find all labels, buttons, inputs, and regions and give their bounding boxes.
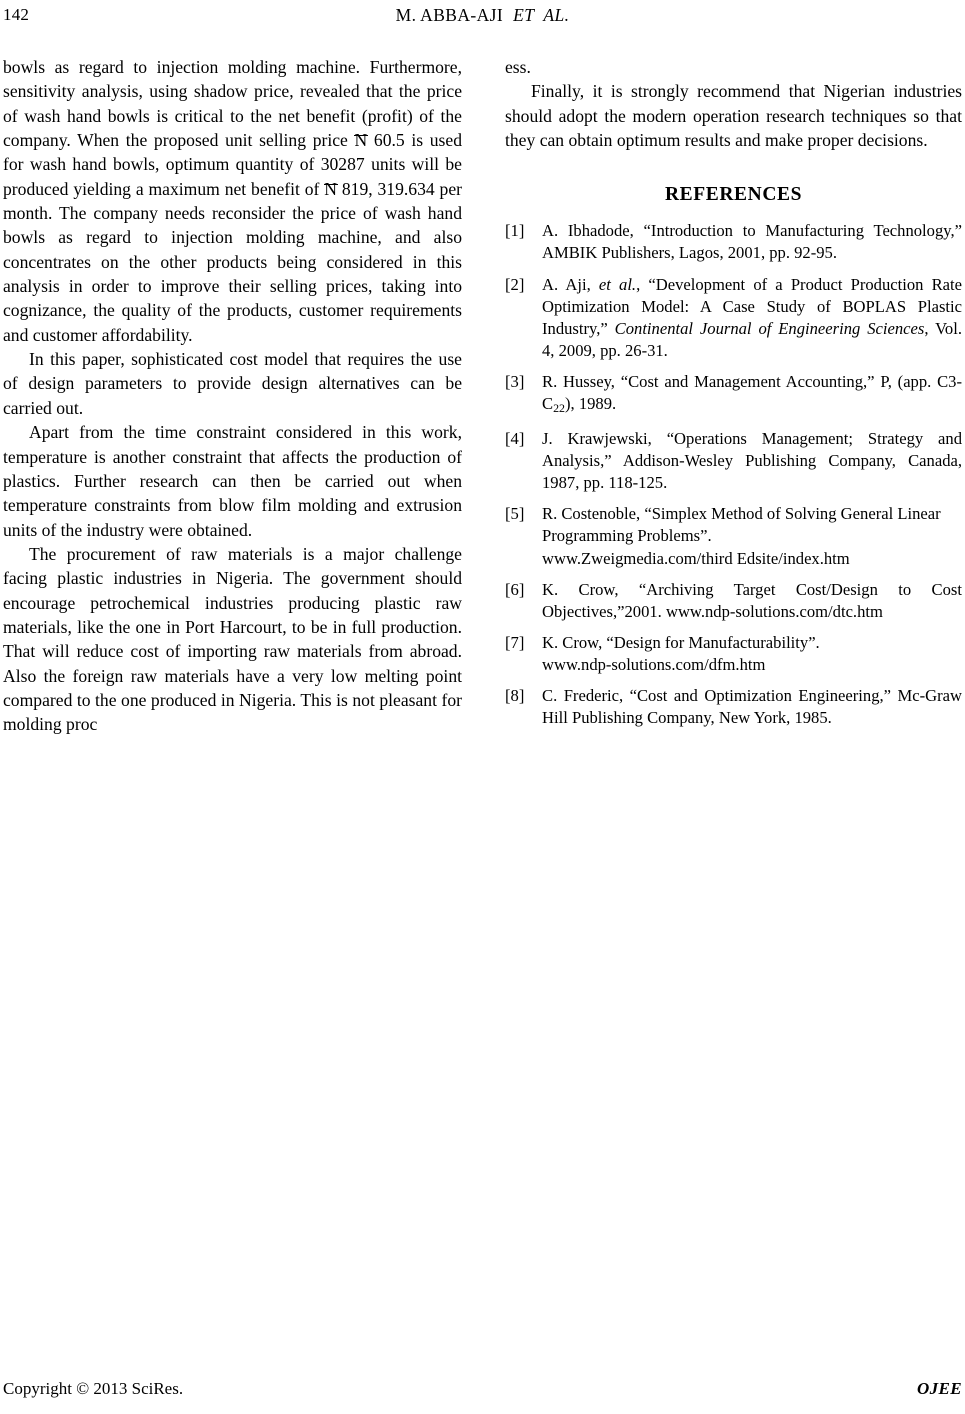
reference-item [505,632,962,676]
page-number: 142 [3,5,30,24]
body-paragraph: ess. [505,57,531,77]
reference-number: [4] [505,429,525,449]
reference-item [505,371,962,419]
body-paragraph: Apart from the time constraint considered in this work, temperature is another constraint that affects the production of plastics. Further research can then be carried out when temperature constraints from blow film molding and extrusion units of the industry were obtained. [3,422,462,540]
reference-item [505,503,962,569]
reference-item [505,274,962,362]
reference-number: [5] [505,504,525,524]
reference-number: [3] [505,371,525,391]
body-paragraph: bowls as regard to injection molding machine. Furthermore, sensitivity analysis, using shadow price, revealed that the price of wash hand bowls is critical to the net benefit (profit) of the company. When the proposed unit selling price N 60.5 is used for wash hand bowls, optimum quantity of 30287 units will be produced yielding a maximum net benefit of N 819, 319.634 per month. The company needs reconsider the price of wash hand bowls as regard to injection molding machine, and also concentrates on the other products being considered in this analysis in order to improve their selling prices, taking into cognizance, the quality of the products, customer requirements and customer affordability. [3,57,463,345]
copyright-notice: Copyright © 2013 SciRes. [3,1379,184,1398]
body-paragraph: In this paper, sophisticated cost model that requires the use of design parameters to provide design alternatives can be carried out. [3,349,462,418]
reference-item [505,428,962,494]
page-footer [0,1378,965,1402]
emphasis-text: Continental Journal of Engineering Sciences [614,318,925,338]
reference-number: [7] [505,632,525,652]
reference-number: [1] [505,221,525,241]
subscript-text: 22 [553,401,566,416]
reference-text: J. Krawjewski, “Operations Management; Strategy and Analysis,” Addison-Wesley Publishing Company, Canada, 1987, pp. 118-125. [542,429,962,493]
right-column-paragraphs [505,55,962,152]
reference-text: C. Frederic, “Cost and Optimization Engineering,” Mc-Graw Hill Publishing Company, New York, 1985. [542,686,962,728]
reference-text: A. Ibhadode, “Introduction to Manufacturing Technology,” AMBIK Publishers, Lagos, 2001, pp. 92-95. [542,221,962,263]
naira-currency-symbol: N [355,128,368,152]
body-column-left [3,55,462,737]
body-paragraph: The procurement of raw materials is a major challenge facing plastic industries in Nigeria. The government should encourage petrochemical industries producing plastic raw materials, like the one in Port Harcourt, to be in full production. That will reduce cost of importing raw materials from abroad. Also the foreign raw materials have a very low melting point compared to the one produced in Nigeria. This is not pleasant for molding proc [3,543,462,735]
reference-number: [8] [505,686,525,706]
reference-item [505,579,962,623]
body-column-right [505,55,962,729]
running-head-author: M. ABBA-AJI [395,5,504,25]
references-heading: REFERENCES [664,184,803,206]
reference-text: A. Aji, et al., “Development of a Product Production Rate Optimization Model: A Case Study of BOPLAS Plastic Industry,” Continental Journal of Engineering Sciences, Vol. 4, 2009, pp. 26-31. [542,274,962,360]
reference-item [505,685,962,729]
body-paragraph: Finally, it is strongly recommend that Nigerian industries should adopt the modern operation research techniques so that they can obtain optimum results and make proper decisions. [505,81,962,151]
emphasis-text: et al. [598,274,637,294]
reference-number: [6] [505,579,525,599]
reference-text: K. Crow, “Archiving Target Cost/Design to Cost Objectives,”2001. www.ndp-solutions.com/dtc.htm [542,579,962,621]
journal-abbreviation: OJEE [916,1379,962,1398]
running-head [0,4,965,28]
reference-text: R. Costenoble, “Simplex Method of Solving General Linear Programming Problems”. www.Zweigmedia.com/third Edsite/index.htm [542,504,941,568]
naira-currency-symbol: N [324,177,337,201]
running-head-etal: ET AL. [513,5,570,25]
reference-number: [2] [505,274,525,294]
references-list [505,220,962,729]
reference-text: K. Crow, “Design for Manufacturability”. www.ndp-solutions.com/dfm.htm [542,632,820,674]
running-head-title [0,4,965,26]
reference-item [505,220,962,264]
reference-text: R. Hussey, “Cost and Management Accounting,” P, (app. $C3-C_{22}$), 1989. [542,371,962,416]
